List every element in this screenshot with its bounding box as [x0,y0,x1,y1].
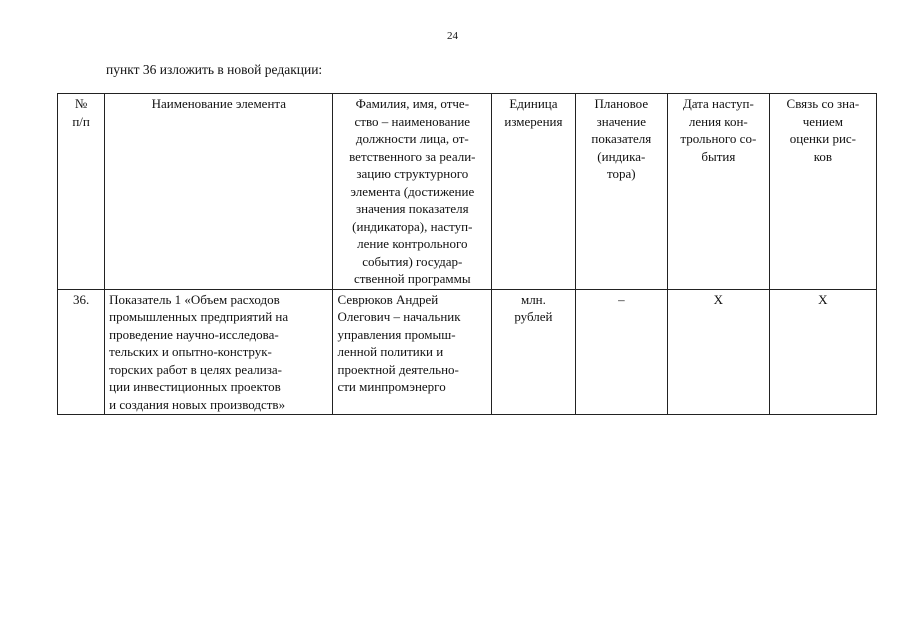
intro-text: пункт 36 изложить в новой редакции: [106,62,323,77]
row-risk-link: Х [769,289,876,415]
header-responsible: Фамилия, имя, отче- ство – наименование должности лица, от- ветственного за реали- зацию структурного элемента (достижение значения показателя (индикатора), наступ- ление контрольного события) государ- ственной программы [333,94,492,290]
row-plan-value: – [575,289,667,415]
header-risk-link: Связь со зна- чением оценки рис- ков [769,94,876,290]
row-element-name: Показатель 1 «Объем расходов промышленных предприятий на проведение научно-исследова- тельских и опытно-конструк- торских работ в целях реализа- ции инвестиционных проектов и создания новых производств» [105,289,333,415]
row-number: 36. [58,289,105,415]
row-responsible: Севрюков Андрей Олегович – начальник управления промыш- ленной политики и проектной деятельно- сти минпромэнерго [333,289,492,415]
header-element-name: Наименование элемента [105,94,333,290]
indicator-table [57,93,877,415]
table-row [58,289,877,415]
row-unit: млн. рублей [492,289,576,415]
header-number: № п/п [58,94,105,290]
header-plan-value: Плановое значение показателя (индика- тора) [575,94,667,290]
header-event-date: Дата наступ- ления кон- трольного со- бытия [667,94,769,290]
page-number: 24 [447,30,458,42]
header-unit: Единица измерения [492,94,576,290]
table-header-row [58,94,877,290]
row-event-date: Х [667,289,769,415]
